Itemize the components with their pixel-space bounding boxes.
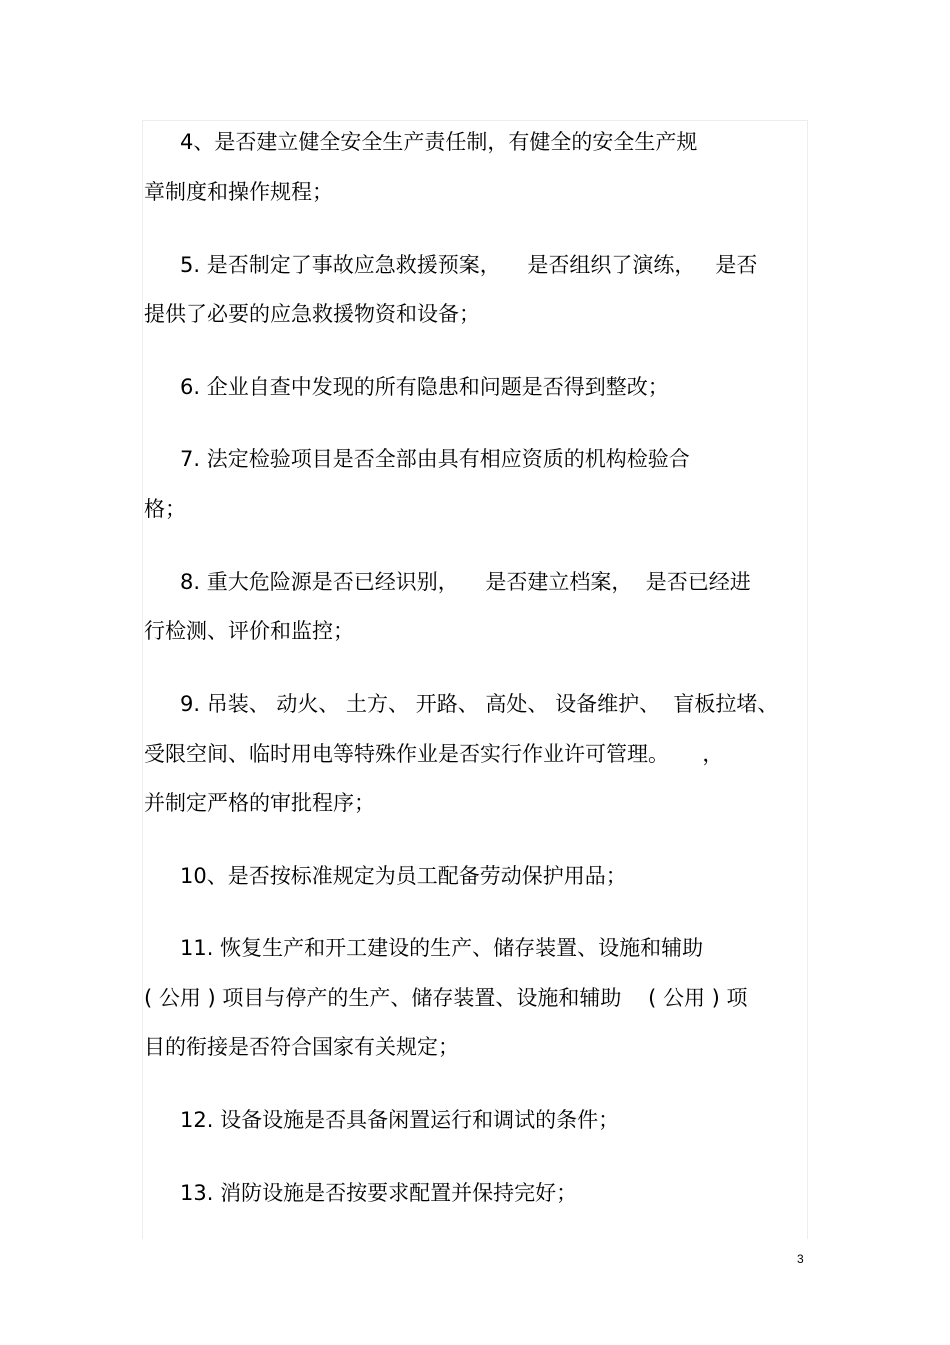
item-4-line-2: 章制度和操作规程；: [144, 180, 333, 204]
item-4-line-1: 4、是否建立健全安全生产责任制，有健全的安全生产规: [180, 130, 698, 154]
page-frame: [142, 120, 808, 1239]
item-11-line-1: 11. 恢复生产和开工建设的生产、储存装置、设施和辅助: [180, 936, 704, 960]
item-5-line-2: 提供了必要的应急救援物资和设备；: [144, 302, 480, 326]
item-7-line-2: 格；: [144, 497, 186, 521]
item-8-line-1: 8. 重大危险源是否已经识别， 是否建立档案， 是否已经进: [180, 570, 751, 594]
page-number: 3: [797, 1252, 804, 1266]
item-13-line-1: 13. 消防设施是否按要求配置并保持完好；: [180, 1181, 578, 1205]
item-11-line-2: ( 公用 ) 项目与停产的生产、储存装置、设施和辅助 ( 公用 ) 项: [144, 986, 748, 1010]
item-7-line-1: 7. 法定检验项目是否全部由具有相应资质的机构检验合: [180, 447, 690, 471]
item-9-line-3: 并制定严格的审批程序；: [144, 791, 375, 815]
item-12-line-1: 12. 设备设施是否具备闲置运行和调试的条件；: [180, 1108, 620, 1132]
item-11-line-3: 目的衔接是否符合国家有关规定；: [144, 1035, 459, 1059]
item-9-line-2: 受限空间、临时用电等特殊作业是否实行作业许可管理。 ，: [144, 742, 724, 766]
item-10-line-1: 10、是否按标准规定为员工配备劳动保护用品；: [180, 864, 627, 888]
item-9-line-1: 9. 吊装、 动火、 土方、 开路、 高处、 设备维护、 盲板拉堵、: [180, 692, 779, 716]
item-5-line-1: 5. 是否制定了事故应急救援预案， 是否组织了演练， 是否: [180, 253, 758, 277]
item-8-line-2: 行检测、评价和监控；: [144, 619, 354, 643]
item-6-line-1: 6. 企业自查中发现的所有隐患和问题是否得到整改；: [180, 375, 669, 399]
